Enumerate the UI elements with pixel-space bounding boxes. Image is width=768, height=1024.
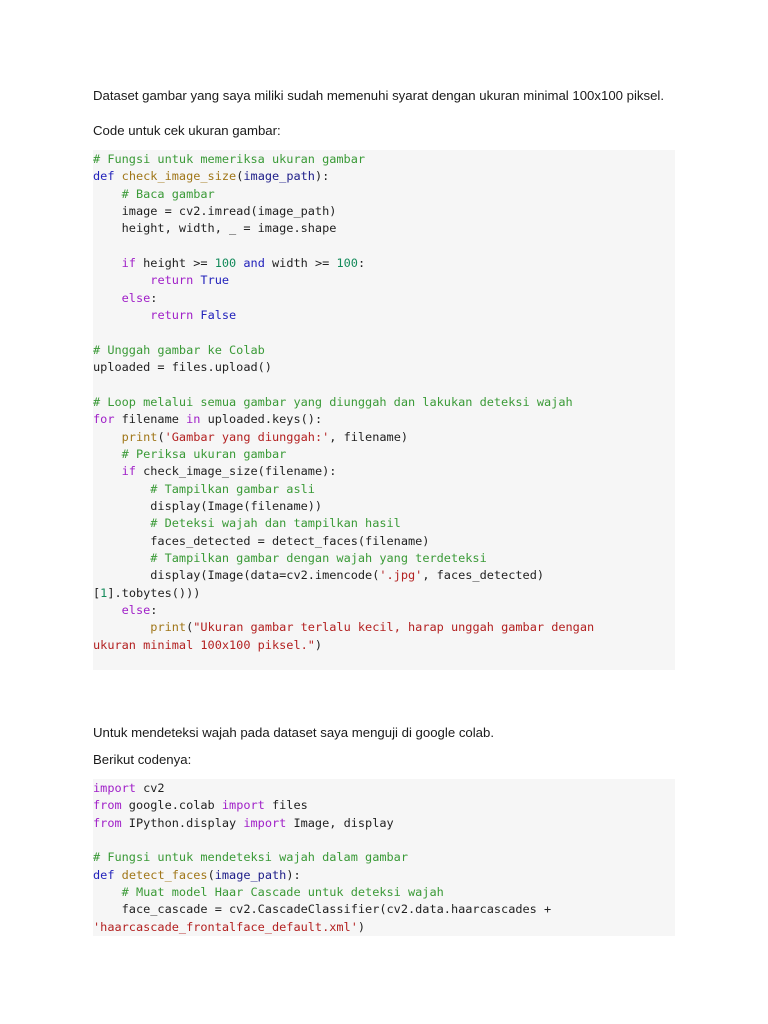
paragraph-colab-intro: Untuk mendeteksi wajah pada dataset saya menguji di google colab. [93,725,495,740]
code-line [93,550,487,567]
code-token-plain [93,482,150,496]
code-token-comment: # Baca gambar [121,186,215,201]
code-token-plain: google.colab [121,798,222,813]
code-line [93,637,322,654]
code-line [93,272,229,289]
code-line [93,815,394,832]
code-line [93,602,157,619]
code-line [93,394,573,411]
code-line [93,203,336,220]
code-token-keyword: in [186,412,201,427]
code-token-keyword: return [150,308,194,323]
code-token-plain [93,430,122,444]
code-token-comment: # Periksa ukuran gambar [121,446,287,461]
code-token-keyword: from [93,798,122,813]
code-token-comment: # Unggah gambar ke Colab [93,342,265,357]
code-line [93,411,322,428]
code-line [93,619,594,636]
paragraph-code-label-1: Code untuk cek ukuran gambar: [93,123,281,138]
code-token-plain: IPython.display [121,815,244,830]
code-line [93,901,551,918]
code-token-plain [93,291,122,305]
code-line [93,359,272,376]
code-token-plain: : [150,603,158,618]
code-token-keyword: if [121,256,136,271]
code-token-plain: check_image_size(filename): [135,464,337,479]
code-token-plain: : [357,256,366,271]
code-token-comment: # Loop melalui semua gambar yang diunggah dan lakukan deteksi wajah [93,394,573,409]
code-token-def: True [200,273,230,288]
code-line [93,780,165,797]
code-token-plain: face_cascade = cv2.CascadeClassifier(cv2.data.haarcascades + [93,902,552,917]
code-token-def: and [243,256,265,271]
code-token-param: image_path [214,867,287,882]
code-token-number: 100 [336,256,358,271]
code-line [93,446,286,463]
code-token-comment: # Tampilkan gambar asli [150,481,315,496]
code-token-keyword: else [121,603,151,618]
code-token-plain [93,885,122,899]
code-token-def: False [200,308,237,323]
code-token-string: '.jpg' [379,568,423,583]
code-token-number: 100 [214,256,237,271]
code-line [93,533,429,550]
code-token-comment: # Muat model Haar Cascade untuk deteksi wajah [121,885,444,900]
code-line [93,567,544,584]
code-line [93,849,408,866]
code-token-comment: # Fungsi untuk memeriksa ukuran gambar [93,152,366,166]
code-token-comment: # Tampilkan gambar dengan wajah yang terdeteksi [150,551,487,566]
code-token-param: image_path [243,169,315,184]
code-token-plain [93,551,150,565]
code-token-plain [93,516,150,530]
code-token-plain: ( [157,429,165,444]
code-token-keyword: import [93,781,136,795]
code-token-keyword: else [121,290,151,305]
code-token-plain [93,620,150,634]
paragraph-intro: Dataset gambar yang saya miliki sudah memenuhi syarat dengan ukuran minimal 100x100 piksel. [93,88,665,103]
code-token-keyword: if [121,464,136,479]
code-token-plain: faces_detected = detect_faces(filename) [93,533,430,548]
code-token-string: ukuran minimal 100x100 piksel." [93,637,315,652]
code-token-plain: height, width, _ = image.shape [93,221,337,236]
code-line [93,919,365,936]
code-line [93,797,308,814]
code-line [93,342,265,359]
code-token-plain [93,464,122,478]
code-token-plain: image = cv2.imread(image_path) [93,204,337,219]
code-token-plain: width >= [264,256,337,271]
code-token-plain: filename [114,412,187,427]
code-token-keyword: import [221,798,265,813]
code-line [93,463,336,480]
code-token-comment: # Deteksi wajah dan tampilkan hasil [150,516,401,531]
code-line [93,307,236,324]
code-line [93,884,444,901]
code-token-plain [93,447,122,461]
code-token-plain: [ [93,585,101,600]
code-token-keyword: return [150,273,194,288]
code-token-fname: check_image_size [121,169,237,184]
code-line [93,290,157,307]
code-line [93,429,408,446]
code-token-plain: cv2 [135,781,165,795]
code-token-plain: ( [236,169,244,184]
code-token-plain: files [264,798,308,813]
code-token-keyword: import [243,815,287,830]
code-line [93,515,401,532]
code-token-fname: detect_faces [121,867,208,882]
code-token-plain [93,256,122,270]
code-token-plain: ( [186,620,194,635]
code-line [93,151,365,168]
code-token-plain [93,187,122,201]
code-block-check-image-size [93,150,675,670]
code-token-plain: , filename) [329,429,409,444]
code-token-string: 'haarcascade_frontalface_default.xml' [93,919,358,934]
code-token-string: 'Gambar yang diunggah:' [164,429,330,444]
paragraph-code-label-2: Berikut codenya: [93,752,192,767]
code-line [93,498,322,515]
code-token-plain: ) [357,919,366,934]
code-line [93,220,336,237]
code-token-plain: display(Image(data=cv2.imencode( [93,568,380,583]
code-token-plain: ) [314,637,323,652]
code-token-plain [93,603,122,617]
code-token-def: def [93,169,115,184]
code-line [93,186,215,203]
code-line [93,255,365,272]
code-token-plain: height >= [135,256,215,271]
code-block-detect-faces [93,779,675,936]
code-token-plain: uploaded.keys(): [200,412,323,427]
code-token-plain: ( [207,867,215,882]
code-token-plain: Image, display [286,815,394,830]
code-line [93,585,200,602]
code-token-plain [114,169,121,183]
code-token-plain: , faces_detected) [422,568,545,583]
code-token-plain: : [150,290,158,305]
code-token-plain: ].tobytes())) [107,585,201,600]
code-token-plain [93,308,150,322]
code-line [93,867,301,884]
code-token-plain [114,868,121,882]
code-line [93,168,329,185]
code-token-plain [93,273,150,287]
code-token-number: 1 [100,585,108,600]
code-token-plain: display(Image(filename)) [93,499,323,513]
code-token-fname: print [121,429,158,444]
code-token-plain: ): [314,169,330,184]
code-token-fname: print [150,620,187,635]
code-line [93,481,315,498]
code-token-string: "Ukuran gambar terlalu kecil, harap unggah gambar dengan [193,620,595,635]
code-token-plain: ): [286,867,301,882]
code-token-keyword: for [93,412,115,427]
code-token-def: def [93,867,115,882]
code-token-plain: uploaded = files.upload() [93,360,272,375]
code-token-comment: # Fungsi untuk mendeteksi wajah dalam gambar [93,850,408,865]
code-token-keyword: from [93,815,122,830]
